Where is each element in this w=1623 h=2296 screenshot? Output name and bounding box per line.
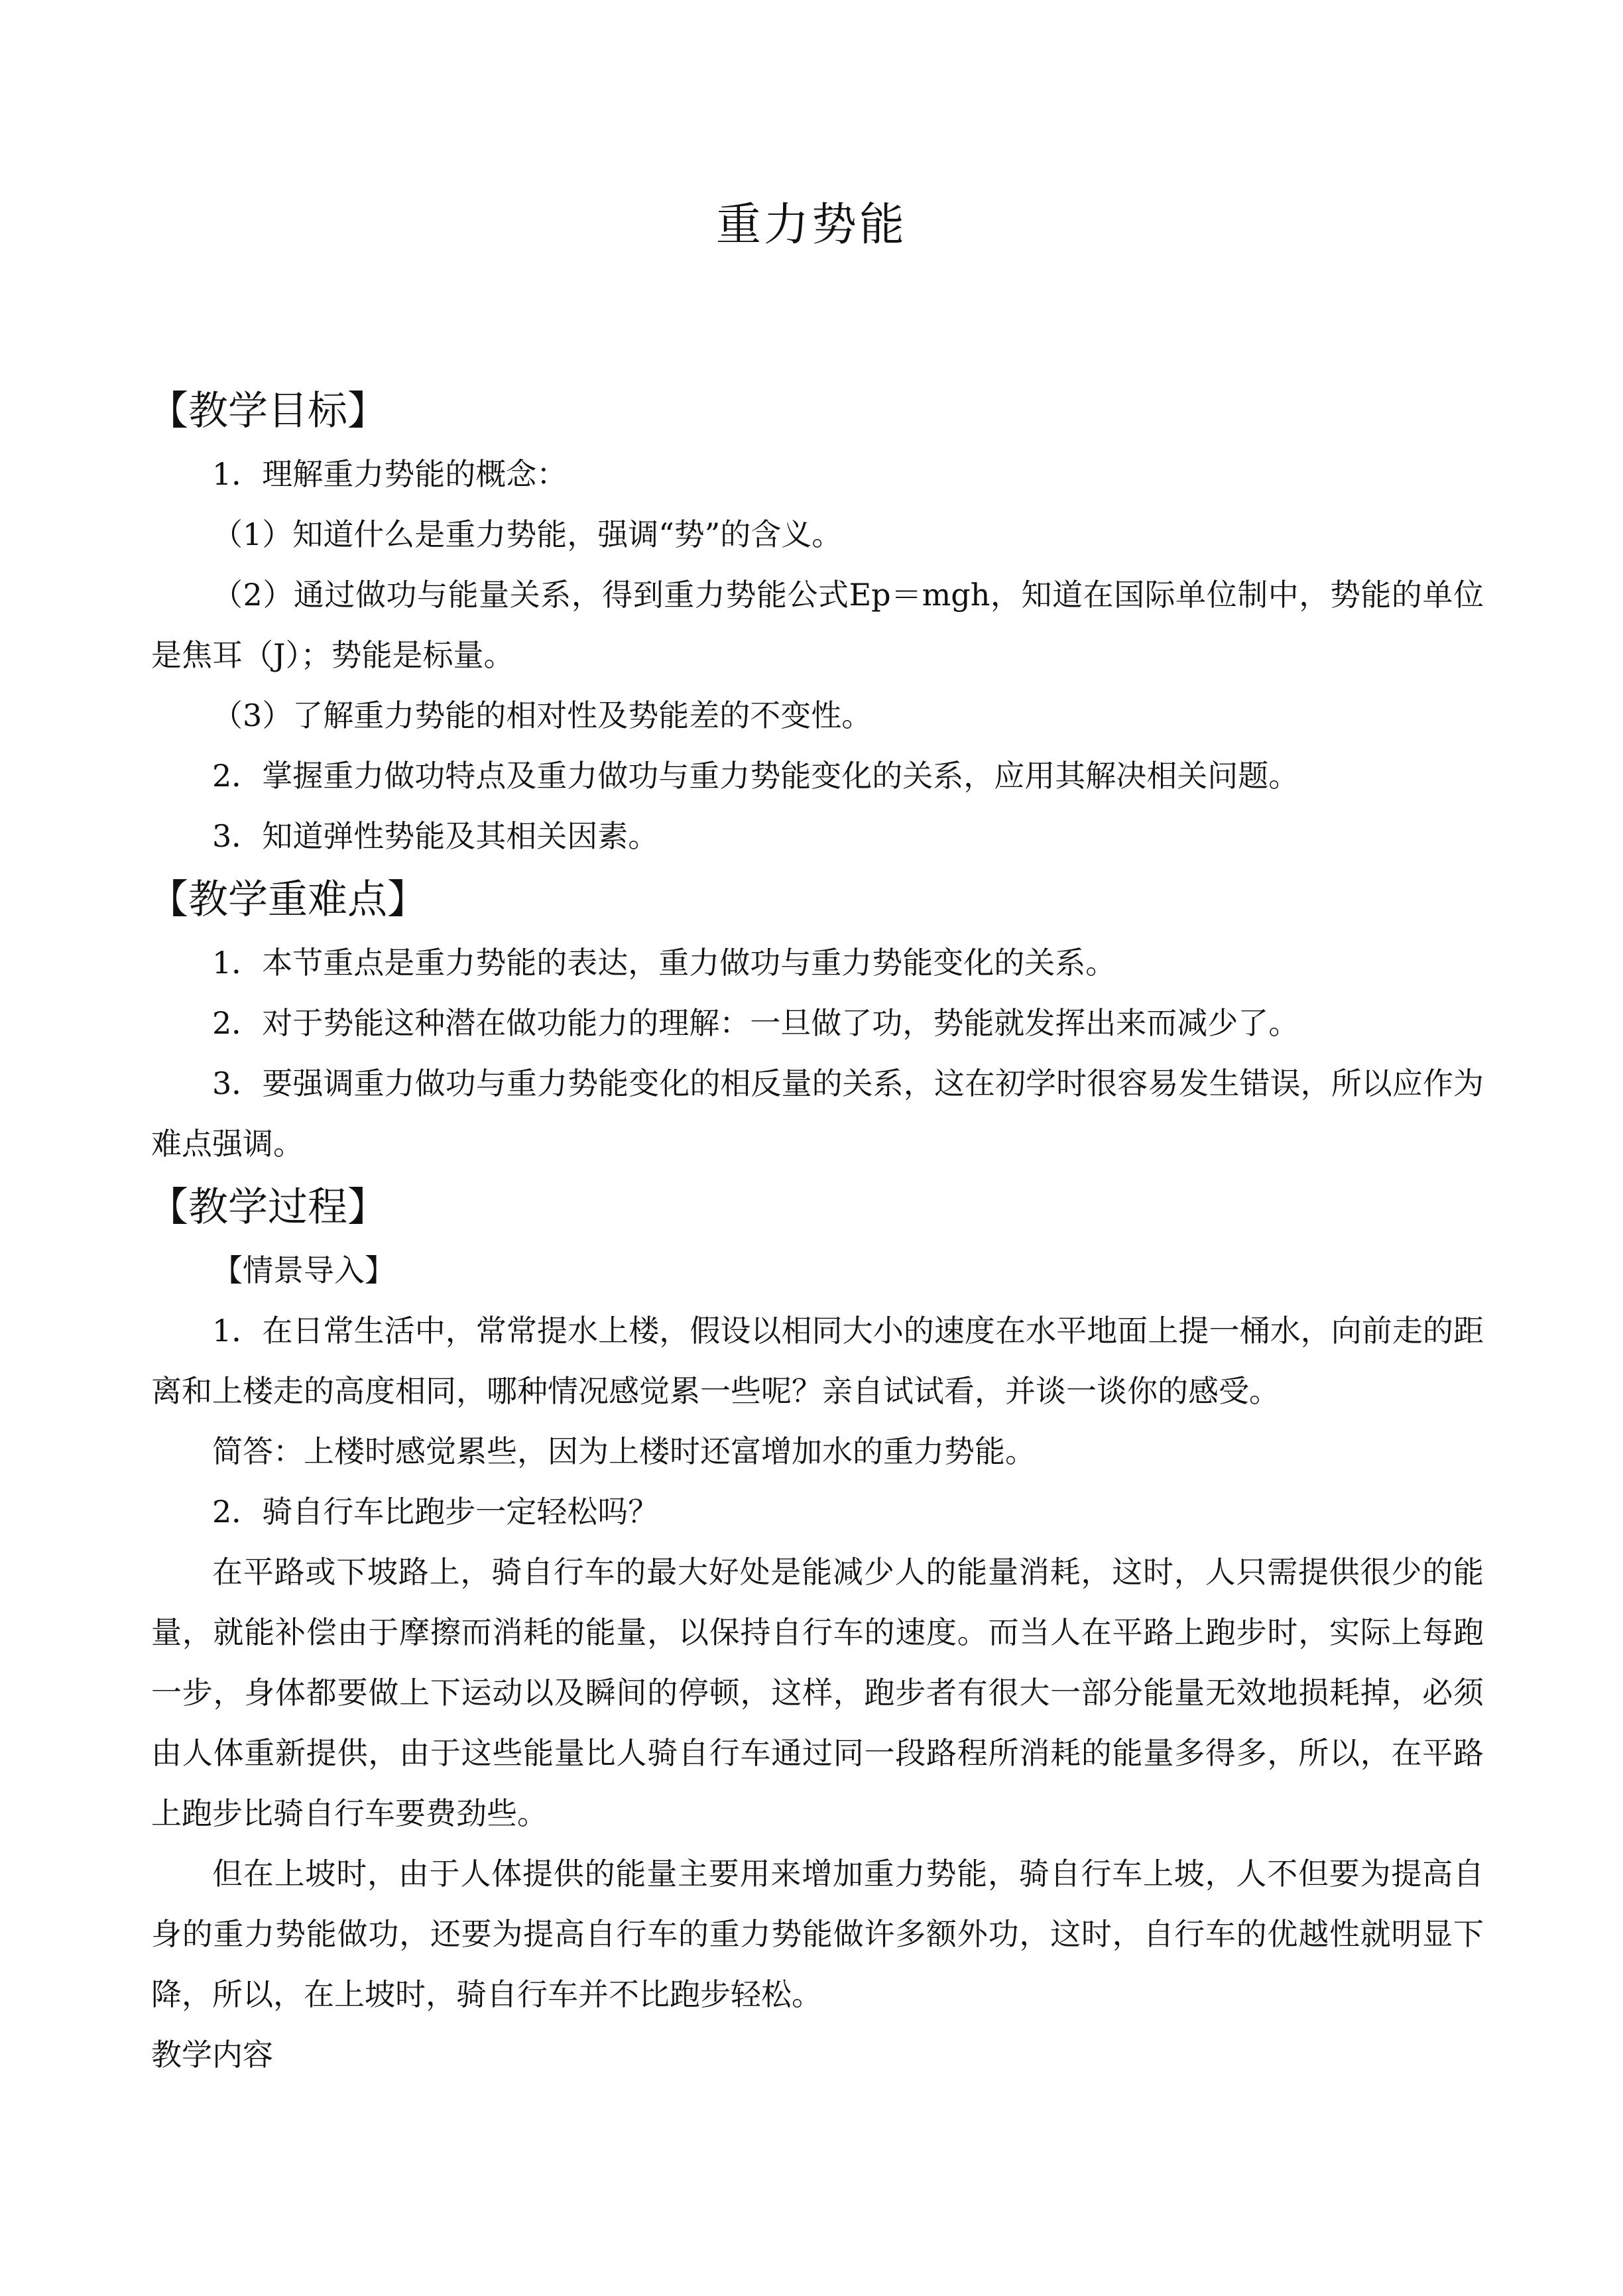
key-point-1: 1．本节重点是重力势能的表达，重力做功与重力势能变化的关系。 bbox=[212, 945, 1116, 981]
page-title: 重力势能 bbox=[715, 199, 907, 251]
footer-label: 教学内容 bbox=[151, 2037, 273, 2073]
process-paragraph-4: 但在上坡时，由于人体提供的能量主要用来增加重力势能，骑自行车上坡，人不但要为提高自身的重力势能做功，还要为提高自行车的重力势能做许多额外功，这时，自行车的优越性就明显下降，所以，在上坡时，骑自行车并不比跑步轻松。 bbox=[151, 1856, 1484, 2012]
process-paragraph-2: 2．骑自行车比跑步一定轻松吗？ bbox=[212, 1494, 659, 1530]
objective-1: 1．理解重力势能的概念： bbox=[212, 456, 568, 492]
key-point-3: 3．要强调重力做功与重力势能变化的相反量的关系，这在初学时很容易发生错误，所以应作为难点强调。 bbox=[151, 1065, 1484, 1162]
process-paragraph-1: 1．在日常生活中，常常提水上楼，假设以相同大小的速度在水平地面上提一桶水，向前走的距离和上楼走的高度相同，哪种情况感觉累一些呢？亲自试试看，并谈一谈你的感受。 bbox=[151, 1313, 1484, 1409]
document-body bbox=[151, 378, 1484, 2085]
objective-1-1: （1）知道什么是重力势能，强调“势”的含义。 bbox=[212, 516, 843, 552]
objective-1-3: （3）了解重力势能的相对性及势能差的不变性。 bbox=[212, 697, 872, 733]
section-heading-key-points: 【教学重难点】 bbox=[149, 876, 427, 923]
objective-1-2: （2）通过做功与能量关系，得到重力势能公式Ep＝mgh，知道在国际单位制中，势能的单位是焦耳（J）；势能是标量。 bbox=[151, 577, 1484, 673]
process-paragraph-3: 在平路或下坡路上，骑自行车的最大好处是能减少人的能量消耗，这时，人只需提供很少的能量，就能补偿由于摩擦而消耗的能量，以保持自行车的速度。而当人在平路上跑步时，实际上每跑一步，身体都要做上下运动以及瞬间的停顿，这样，跑步者有很大一部分能量无效地损耗掉，必须由人体重新提供，由于这些能量比人骑自行车通过同一段路程所消耗的能量多得多，所以，在平路上跑步比骑自行车要费劲些。 bbox=[151, 1554, 1484, 1831]
key-point-2: 2．对于势能这种潜在做功能力的理解：一旦做了功，势能就发挥出来而减少了。 bbox=[212, 1005, 1299, 1041]
process-answer: 简答：上楼时感觉累些，因为上楼时还富增加水的重力势能。 bbox=[212, 1433, 1036, 1469]
section-heading-process: 【教学过程】 bbox=[149, 1184, 387, 1231]
section-heading-objectives: 【教学目标】 bbox=[149, 388, 387, 434]
objective-2: 2．掌握重力做功特点及重力做功与重力势能变化的关系，应用其解决相关问题。 bbox=[212, 758, 1299, 794]
sub-heading-intro: 【情景导入】 bbox=[212, 1252, 395, 1288]
objective-3: 3．知道弹性势能及其相关因素。 bbox=[212, 818, 659, 854]
